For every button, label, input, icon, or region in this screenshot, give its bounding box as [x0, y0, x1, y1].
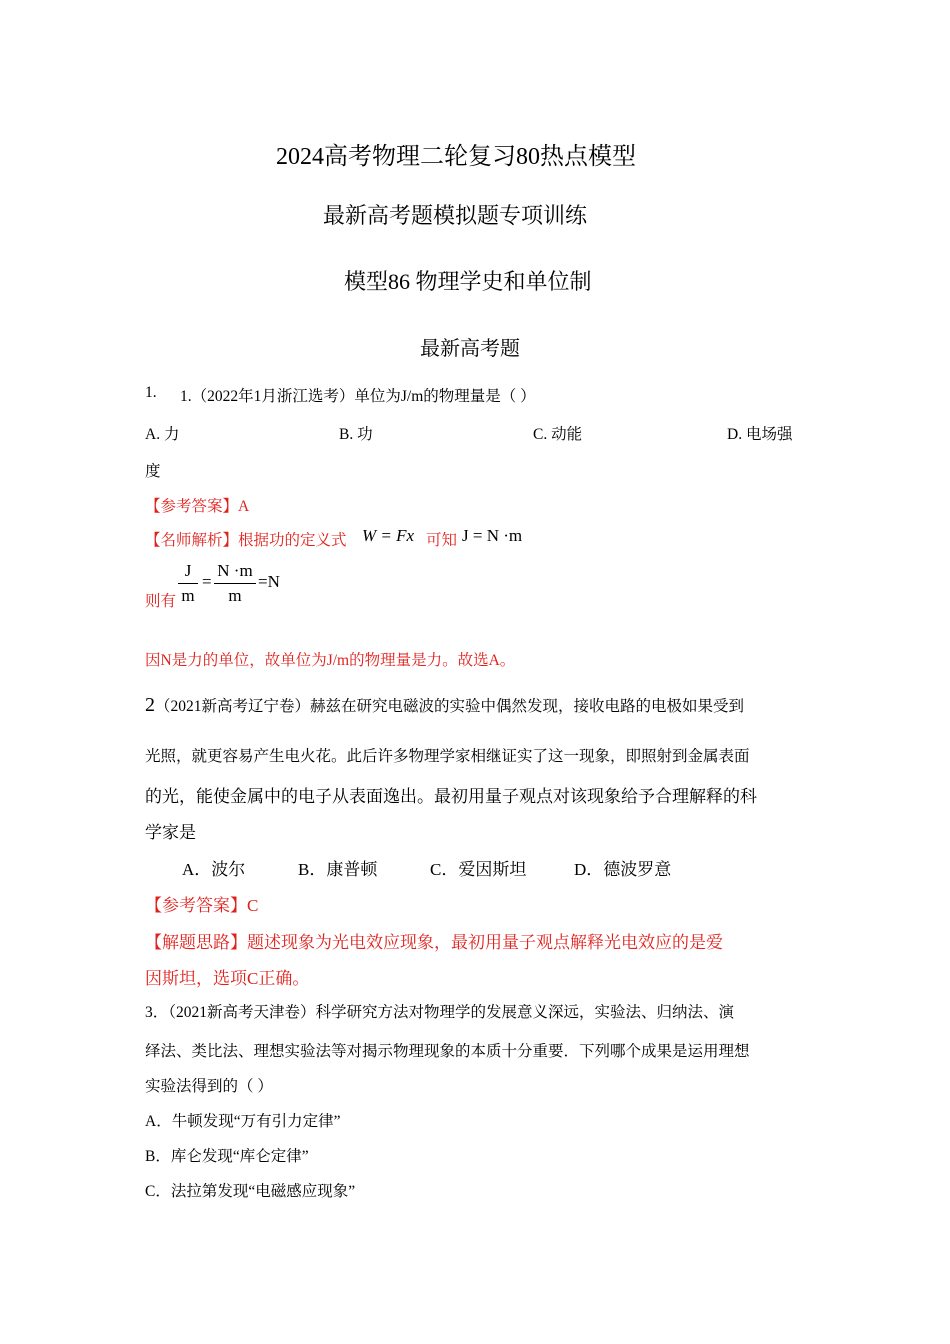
q3-line2: 绎法、类比法、理想实验法等对揭示物理现象的本质十分重要．下列哪个成果是运用理想: [145, 1043, 750, 1060]
q1-analysis-label: 【名师解析】根据功的定义式: [145, 532, 347, 549]
q1-answer: 【参考答案】A: [145, 498, 250, 515]
q1-conclusion: 因N是力的单位，故单位为J/m的物理量是力。故选A。: [145, 652, 516, 669]
q2-option-b: B．康普顿: [298, 860, 378, 879]
q1-knowable: 可知: [426, 532, 458, 549]
q3-line3: 实验法得到的（ ）: [145, 1078, 273, 1095]
q2-thought-line2: 因斯坦，选项C正确。: [145, 969, 310, 988]
q1-option-b: B. 功: [339, 426, 373, 443]
q2-line1-text: （2021新高考辽宁卷）赫兹在研究电磁波的实验中偶然发现，接收电路的电极如果受到: [155, 698, 745, 715]
q1-option-d-wrap: 度: [145, 463, 161, 480]
model-heading: 模型86 物理学史和单位制: [344, 269, 592, 294]
q2-line2: 光照，就更容易产生电火花。此后许多物理学家相继证实了这一现象，即照射到金属表面: [145, 748, 750, 765]
q1-frac1-bar: [178, 583, 198, 584]
q2-answer: 【参考答案】C: [145, 896, 259, 915]
q3-option-a: A．牛顿发现“万有引力定律”: [145, 1113, 341, 1130]
q2-option-c: C．爱因斯坦: [430, 860, 527, 879]
q2-option-a: A．波尔: [182, 860, 246, 879]
q1-option-d: D. 电场强: [727, 426, 793, 443]
q1-frac2-num: N ·m: [217, 561, 253, 580]
q2-line3: 的光，能使金属中的电子从表面逸出。最初用量子观点对该现象给予合理解释的科: [145, 787, 757, 806]
section-heading: 最新高考题: [420, 338, 520, 360]
q1-then: 则有: [145, 593, 177, 610]
q1-option-a: A. 力: [145, 426, 180, 443]
q2-thought-line1: 【解题思路】题述现象为光电效应现象，最初用量子观点解释光电效应的是爱: [145, 933, 723, 952]
q1-number: 1.: [145, 384, 157, 401]
q1-option-c: C. 动能: [533, 426, 583, 443]
q1-frac2-den: m: [228, 586, 242, 605]
document-title: 2024高考物理二轮复习80热点模型: [276, 144, 636, 170]
q2-number: 2: [145, 694, 155, 716]
q2-option-d: D．德波罗意: [574, 860, 672, 879]
q1-eq2: =N: [258, 572, 280, 591]
document-subtitle: 最新高考题模拟题专项训练: [323, 203, 588, 228]
q1-formula-j: J = N ·m: [462, 526, 523, 545]
q3-line1: 3．（2021新高考天津卷）科学研究方法对物理学的发展意义深远，实验法、归纳法、演: [145, 1004, 735, 1021]
q1-frac2-bar: [214, 583, 256, 584]
q1-frac1-den: m: [181, 586, 195, 605]
q1-eq1: =: [202, 572, 212, 591]
q2-line1: [145, 694, 744, 717]
q1-fraction-j-over-m: [178, 561, 198, 606]
q1-fraction-nm-over-m: [214, 561, 256, 606]
q1-formula-w: W = Fx: [362, 526, 415, 545]
q1-stem: 1.（2022年1月浙江选考）单位为J/m的物理量是（ ）: [180, 388, 536, 405]
q2-line4: 学家是: [145, 823, 196, 842]
q3-option-c: C．法拉第发现“电磁感应现象”: [145, 1183, 356, 1200]
q3-option-b: B．库仑发现“库仑定律”: [145, 1148, 309, 1165]
q1-frac1-num: J: [184, 561, 192, 580]
